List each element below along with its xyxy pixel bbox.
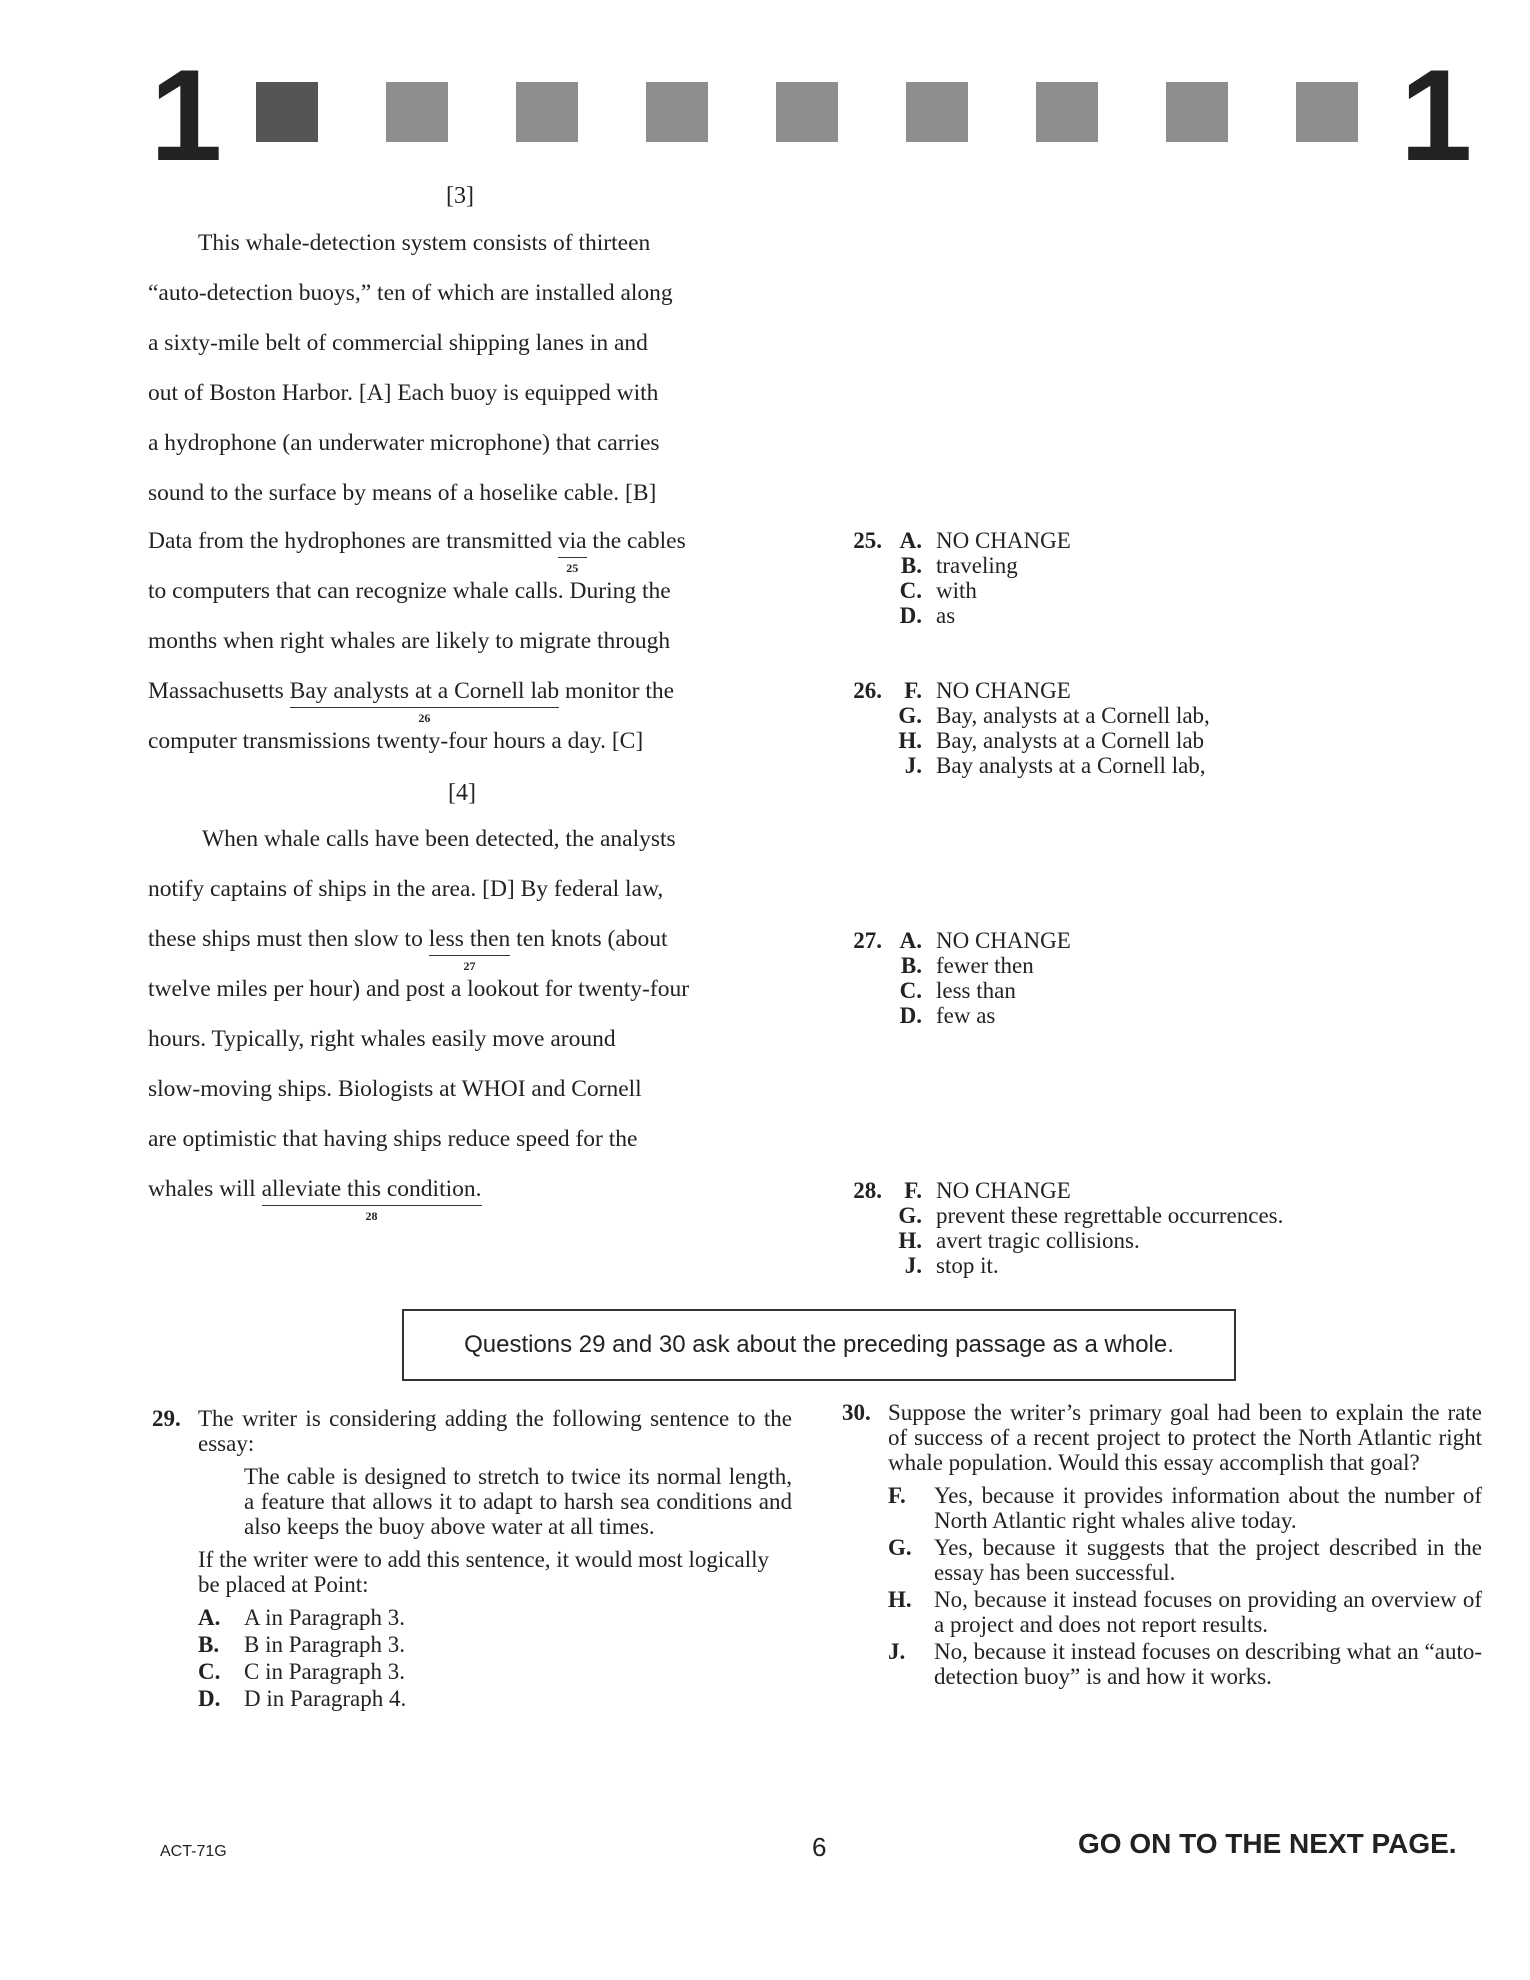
section-number-right: 1 <box>1400 42 1473 188</box>
question-26 <box>836 678 1210 778</box>
question-number: 25. <box>853 528 882 553</box>
question-29 <box>152 1406 792 1711</box>
header-square <box>776 82 838 142</box>
option-letter[interactable]: J. <box>904 753 922 778</box>
page-number: 6 <box>812 1832 827 1862</box>
option-text[interactable]: with <box>936 578 977 603</box>
option-letter[interactable]: H. <box>898 1228 922 1253</box>
header-square <box>646 82 708 142</box>
question-stem: Suppose the writer’s primary goal had been to explain the rate of success of a recent project to protect the North Atlantic right whale population. Would this essay accomplish that goal? <box>888 1400 1482 1475</box>
question-number: 29. <box>152 1406 181 1431</box>
passage-line: sound to the surface by means of a hoselike cable. [B] <box>148 480 657 506</box>
header-square <box>1166 82 1228 142</box>
paragraph-marker-3: [3] <box>446 183 474 209</box>
line-text: whales will <box>148 1176 262 1202</box>
option-letter[interactable]: F. <box>904 678 922 703</box>
passage-line: a sixty-mile belt of commercial shipping lanes in and <box>148 330 648 356</box>
whole-passage-instruction-box <box>402 1309 1236 1381</box>
paragraph-marker-4: [4] <box>448 780 476 806</box>
passage-line: hours. Typically, right whales easily move around <box>148 1026 616 1052</box>
underlined-portion-27[interactable]: less then 27 <box>428 926 511 973</box>
question-prompt: If the writer were to add this sentence, it would most logically be placed at Point: <box>198 1547 770 1597</box>
passage-line: When whale calls have been detected, the analysts <box>202 826 676 852</box>
passage-line: This whale-detection system consists of thirteen <box>198 230 651 256</box>
option-letter[interactable]: B. <box>900 953 922 978</box>
option-text[interactable]: stop it. <box>936 1253 999 1278</box>
question-number: 30. <box>842 1400 871 1425</box>
option-text[interactable]: No, because it instead focuses on providing an overview of a project and does not report results. <box>934 1587 1482 1637</box>
line-text: the cables <box>586 528 686 554</box>
passage-line: a hydrophone (an underwater microphone) that carries <box>148 430 660 456</box>
instruction-text: Questions 29 and 30 ask about the preceding passage as a whole. <box>464 1331 1174 1358</box>
option-text[interactable]: NO CHANGE <box>936 528 1071 553</box>
option-letter[interactable]: A. <box>198 1605 221 1630</box>
option-letter[interactable]: D. <box>899 603 922 628</box>
section-number-left: 1 <box>150 42 223 188</box>
option-letter[interactable]: C. <box>899 578 922 603</box>
question-28 <box>836 1178 1283 1278</box>
header-square <box>1296 82 1358 142</box>
passage-line-q25 <box>148 528 686 575</box>
question-25 <box>836 528 1071 628</box>
option-text[interactable]: fewer then <box>936 953 1034 978</box>
header-square <box>256 82 318 142</box>
header-square <box>516 82 578 142</box>
option-letter[interactable]: J. <box>904 1253 922 1278</box>
form-code: ACT-71G <box>160 1843 227 1860</box>
underlined-portion-25[interactable]: via 25 <box>557 528 587 575</box>
passage-line-q27 <box>148 926 668 973</box>
option-text[interactable]: as <box>936 603 956 628</box>
question-30 <box>842 1400 1482 1689</box>
option-text[interactable]: A in Paragraph 3. <box>244 1605 405 1630</box>
question-ref-26: 26 <box>418 711 431 725</box>
question-ref-25: 25 <box>566 561 579 575</box>
option-text[interactable]: Bay, analysts at a Cornell lab <box>936 728 1205 753</box>
option-text[interactable]: NO CHANGE <box>936 678 1071 703</box>
passage-line-q28 <box>148 1176 482 1223</box>
passage-line: to computers that can recognize whale calls. During the <box>148 578 671 604</box>
passage-line: computer transmissions twenty-four hours a day. [C] <box>148 728 644 754</box>
option-letter[interactable]: B. <box>198 1632 220 1657</box>
option-text[interactable]: NO CHANGE <box>936 928 1071 953</box>
option-text[interactable]: C in Paragraph 3. <box>244 1659 405 1684</box>
header-square <box>1036 82 1098 142</box>
passage-line: twelve miles per hour) and post a lookout for twenty-four <box>148 976 690 1002</box>
question-27 <box>836 928 1071 1028</box>
question-ref-28: 28 <box>365 1209 378 1223</box>
passage-line: are optimistic that having ships reduce speed for the <box>148 1126 638 1152</box>
option-letter[interactable]: F. <box>904 1178 922 1203</box>
underlined-portion-26[interactable]: Bay analysts at a Cornell lab 26 <box>289 678 560 725</box>
question-ref-27: 27 <box>463 959 476 973</box>
option-text[interactable]: B in Paragraph 3. <box>244 1632 405 1657</box>
option-letter[interactable]: G. <box>898 1203 922 1228</box>
option-letter[interactable]: F. <box>888 1483 906 1508</box>
passage-line: notify captains of ships in the area. [D] By federal law, <box>148 876 664 902</box>
option-text[interactable]: avert tragic collisions. <box>936 1228 1140 1253</box>
passage-line: out of Boston Harbor. [A] Each buoy is equipped with <box>148 380 659 406</box>
option-text[interactable]: No, because it instead focuses on describing what an “auto-detection buoy” is and how it works. <box>934 1639 1482 1689</box>
question-number: 28. <box>853 1178 882 1203</box>
option-text[interactable]: Bay, analysts at a Cornell lab, <box>936 703 1210 728</box>
option-text[interactable]: Yes, because it suggests that the project described in the essay has been successful. <box>934 1535 1482 1585</box>
option-text[interactable]: Yes, because it provides information about the number of North Atlantic right whales alive today. <box>934 1483 1482 1533</box>
passage-line: months when right whales are likely to migrate through <box>148 628 671 654</box>
option-text[interactable]: Bay analysts at a Cornell lab, <box>936 753 1206 778</box>
option-letter[interactable]: B. <box>900 553 922 578</box>
line-text: these ships must then slow to <box>148 926 429 952</box>
next-page-notice: GO ON TO THE NEXT PAGE. <box>1078 1828 1457 1859</box>
question-stem: The writer is considering adding the following sentence to the essay: <box>198 1406 792 1456</box>
option-text[interactable]: traveling <box>936 553 1018 578</box>
passage-line: “auto-detection buoys,” ten of which are installed along <box>148 280 673 306</box>
option-letter[interactable]: C. <box>899 978 922 1003</box>
option-text[interactable]: less than <box>936 978 1016 1003</box>
line-text: ten knots (about <box>510 926 668 952</box>
option-text[interactable]: prevent these regrettable occurrences. <box>936 1203 1284 1228</box>
passage-line: slow-moving ships. Biologists at WHOI and Cornell <box>148 1076 642 1102</box>
option-letter[interactable]: H. <box>898 728 922 753</box>
question-number: 26. <box>853 678 882 703</box>
line-text: Data from the hydrophones are transmitted <box>148 528 558 554</box>
passage-line-q26 <box>148 678 675 725</box>
header-square <box>906 82 968 142</box>
option-letter[interactable]: J. <box>888 1639 906 1664</box>
line-text: monitor the <box>559 678 675 704</box>
option-letter[interactable]: A. <box>899 928 922 953</box>
option-letter[interactable]: G. <box>898 703 922 728</box>
option-letter[interactable]: C. <box>198 1659 221 1684</box>
option-letter[interactable]: D. <box>198 1686 221 1711</box>
question-number: 27. <box>853 928 882 953</box>
option-letter[interactable]: H. <box>888 1587 912 1612</box>
header-square <box>386 82 448 142</box>
option-letter[interactable]: A. <box>899 528 922 553</box>
underlined-portion-28[interactable]: alleviate this condition. 28 <box>261 1176 482 1223</box>
option-text[interactable]: NO CHANGE <box>936 1178 1071 1203</box>
quoted-sentence: The cable is designed to stretch to twice its normal length, a feature that allows it to adapt to harsh sea conditions and also keeps the buoy above water at all times. <box>244 1464 792 1539</box>
option-letter[interactable]: D. <box>899 1003 922 1028</box>
line-text: Massachusetts <box>148 678 290 704</box>
option-text[interactable]: D in Paragraph 4. <box>244 1686 407 1711</box>
option-letter[interactable]: G. <box>888 1535 912 1560</box>
option-text[interactable]: few as <box>936 1003 996 1028</box>
